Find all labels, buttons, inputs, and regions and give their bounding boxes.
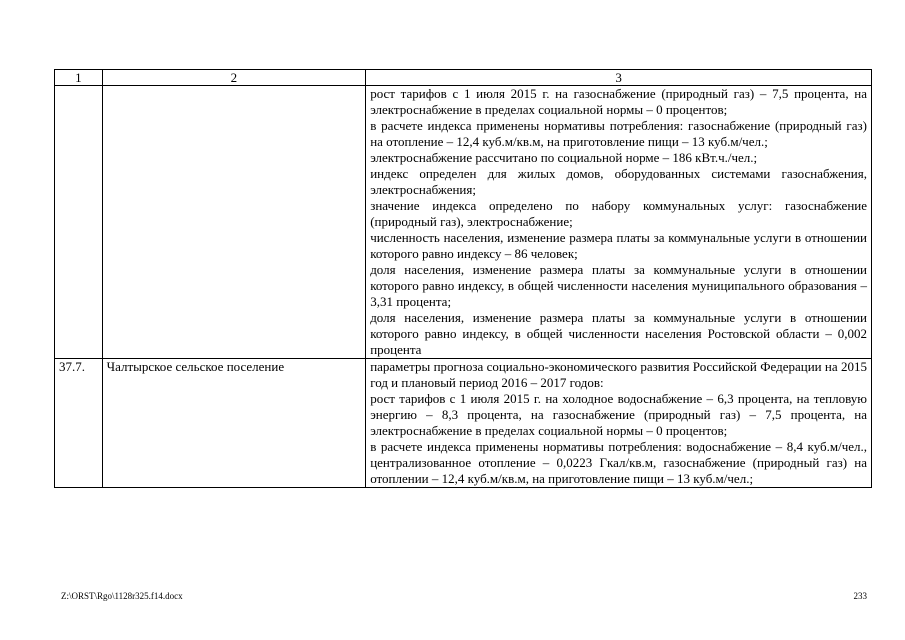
column-header-3: 3 [366,70,872,86]
settlement-name-cell: Чалтырское сельское поселение [102,359,366,488]
tariff-index-table [54,69,872,488]
parameter-paragraph: параметры прогноза социально-экономического развития Российской Федерации на 2015 год и плановый период 2016 – 2017 годов: [370,359,867,390]
parameter-paragraph: доля населения, изменение размера платы за коммунальные услуги в отношении которого равно индексу, в общей численности населения Ростовской области – 0,002 процента [370,310,867,357]
table-row-continued [55,86,872,359]
parameters-cell [366,359,872,488]
table-row-37-7 [55,359,872,488]
parameter-paragraph: доля населения, изменение размера платы за коммунальные услуги в отношении которого равно индексу, в общей численности населения муниципального образования – 3,31 процента; [370,262,867,309]
parameter-paragraph: в расчете индекса применены нормативы потребления: водоснабжение – 8,4 куб.м/чел., централизованное отопление – 0,0223 Гкал/кв.м, газоснабжение (природный газ) на отоплении – 12,4 куб.м/кв.м, на приготовление пищи – 13 куб.м/чел.; [370,439,867,486]
parameter-paragraph: значение индекса определено по набору коммунальных услуг: газоснабжение (природный газ), электроснабжение; [370,198,867,229]
parameter-paragraph: численность населения, изменение размера платы за коммунальные услуги в отношении которого равно индексу – 86 человек; [370,230,867,261]
footer-file-path: Z:\ORST\Rgo\1128r325.f14.docx [61,591,183,601]
parameter-paragraph: индекс определен для жилых домов, оборудованных системами газоснабжения, электроснабжения; [370,166,867,197]
column-header-1: 1 [55,70,103,86]
row-number-cell: 37.7. [55,359,103,488]
column-number-header-row [55,70,872,86]
footer-page-number: 233 [853,591,867,601]
parameters-cell [366,86,872,359]
row-number-cell [55,86,103,359]
parameter-paragraph: рост тарифов с 1 июля 2015 г. на холодное водоснабжение – 6,3 процента, на тепловую энергию – 8,3 процента, на газоснабжение (природный газ) – 7,5 процента, на электроснабжение в пределах социальной нормы – 0 процентов; [370,391,867,438]
parameter-paragraph: электроснабжение рассчитано по социальной норме – 186 кВт.ч./чел.; [370,150,758,165]
settlement-name-cell [102,86,366,359]
parameter-paragraph: рост тарифов с 1 июля 2015 г. на газоснабжение (природный газ) – 7,5 процента, на электроснабжение в пределах социальной нормы – 0 процентов; [370,86,867,117]
column-header-2: 2 [102,70,366,86]
parameter-paragraph: в расчете индекса применены нормативы потребления: газоснабжение (природный газ) на отопление – 12,4 куб.м/кв.м, на приготовление пищи – 13 куб.м/чел.; [370,118,867,149]
